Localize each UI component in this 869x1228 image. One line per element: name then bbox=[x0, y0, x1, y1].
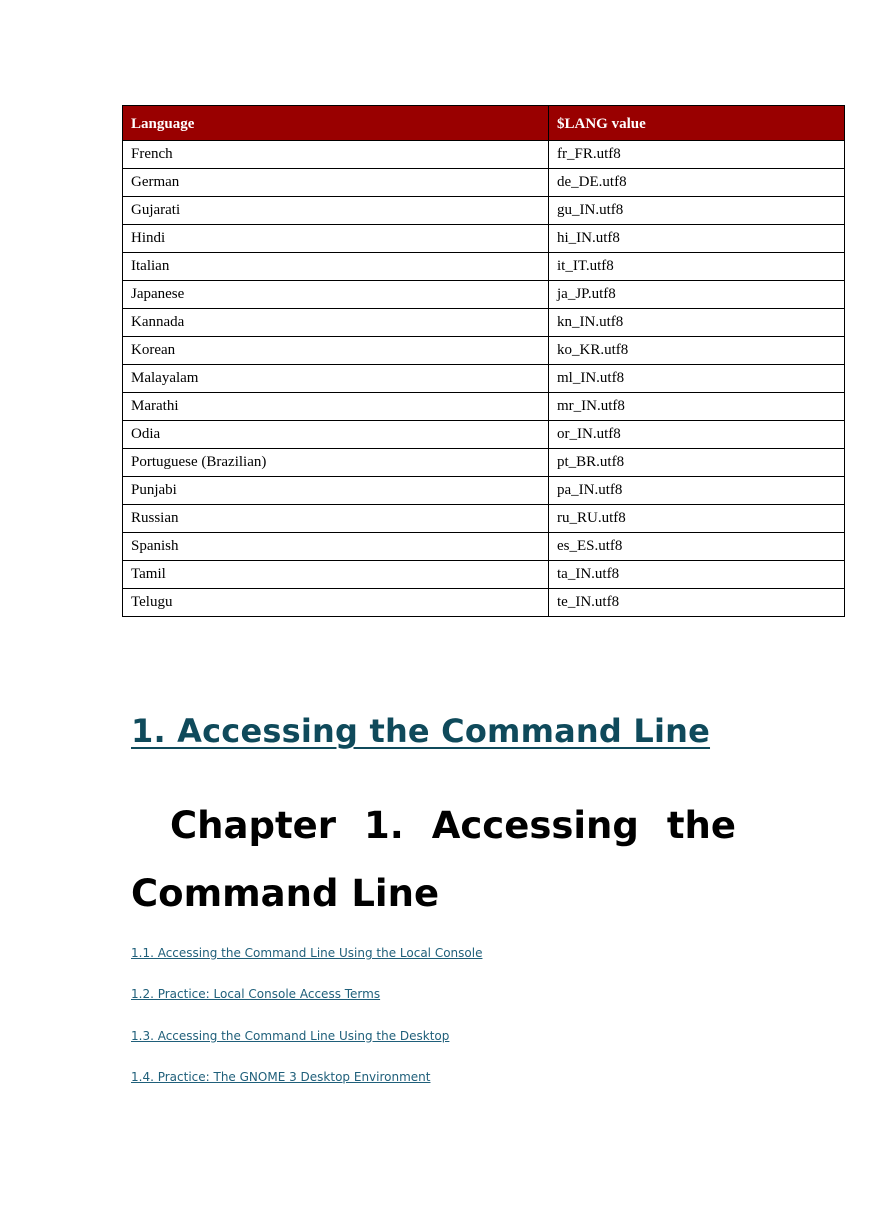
language-cell: Korean bbox=[123, 337, 549, 365]
language-cell: Portuguese (Brazilian) bbox=[123, 449, 549, 477]
lang-value-cell: hi_IN.utf8 bbox=[549, 225, 845, 253]
lang-value-cell: ta_IN.utf8 bbox=[549, 561, 845, 589]
language-cell: Japanese bbox=[123, 281, 549, 309]
lang-value-cell: te_IN.utf8 bbox=[549, 589, 845, 617]
lang-value-cell: ml_IN.utf8 bbox=[549, 365, 845, 393]
table-row bbox=[123, 449, 845, 477]
language-cell: Marathi bbox=[123, 393, 549, 421]
toc-link-1-1[interactable]: 1.1. Accessing the Command Line Using the Local Console bbox=[131, 946, 483, 960]
table-row bbox=[123, 253, 845, 281]
language-cell: French bbox=[123, 141, 549, 169]
table-header-row bbox=[123, 106, 845, 141]
table-row bbox=[123, 561, 845, 589]
language-cell: Punjabi bbox=[123, 477, 549, 505]
table-row bbox=[123, 141, 845, 169]
toc-link-1-4[interactable]: 1.4. Practice: The GNOME 3 Desktop Environment bbox=[131, 1069, 431, 1084]
language-cell: Odia bbox=[123, 421, 549, 449]
lang-value-cell: ko_KR.utf8 bbox=[549, 337, 845, 365]
column-header-lang-value: $LANG value bbox=[549, 106, 845, 141]
language-cell: Hindi bbox=[123, 225, 549, 253]
lang-table bbox=[122, 105, 845, 617]
toc-item bbox=[131, 985, 482, 1026]
lang-value-cell: or_IN.utf8 bbox=[549, 421, 845, 449]
table-row bbox=[123, 477, 845, 505]
language-cell: Malayalam bbox=[123, 365, 549, 393]
table-row bbox=[123, 197, 845, 225]
table-row bbox=[123, 393, 845, 421]
language-cell: Gujarati bbox=[123, 197, 549, 225]
lang-value-cell: kn_IN.utf8 bbox=[549, 309, 845, 337]
table-row bbox=[123, 505, 845, 533]
language-cell: German bbox=[123, 169, 549, 197]
column-header-language: Language bbox=[123, 106, 549, 141]
language-cell: Spanish bbox=[123, 533, 549, 561]
table-row bbox=[123, 365, 845, 393]
table-row bbox=[123, 337, 845, 365]
table-row bbox=[123, 281, 845, 309]
lang-value-cell: pt_BR.utf8 bbox=[549, 449, 845, 477]
table-row bbox=[123, 225, 845, 253]
table-of-contents bbox=[131, 944, 482, 1109]
section-title-link[interactable]: 1. Accessing the Command Line bbox=[131, 712, 711, 750]
lang-value-cell: es_ES.utf8 bbox=[549, 533, 845, 561]
table-row bbox=[123, 309, 845, 337]
toc-item bbox=[131, 944, 482, 985]
lang-value-cell: mr_IN.utf8 bbox=[549, 393, 845, 421]
lang-value-cell: gu_IN.utf8 bbox=[549, 197, 845, 225]
toc-item bbox=[131, 1068, 482, 1109]
table-row bbox=[123, 169, 845, 197]
chapter-title: Chapter 1. Accessing the Command Line bbox=[131, 804, 736, 915]
lang-value-cell: fr_FR.utf8 bbox=[549, 141, 845, 169]
table-row bbox=[123, 589, 845, 617]
language-cell: Italian bbox=[123, 253, 549, 281]
language-cell: Russian bbox=[123, 505, 549, 533]
lang-value-cell: pa_IN.utf8 bbox=[549, 477, 845, 505]
lang-value-cell: ru_RU.utf8 bbox=[549, 505, 845, 533]
toc-item bbox=[131, 1027, 482, 1068]
language-cell: Telugu bbox=[123, 589, 549, 617]
toc-link-1-3[interactable]: 1.3. Accessing the Command Line Using the Desktop bbox=[131, 1028, 450, 1043]
lang-value-cell: de_DE.utf8 bbox=[549, 169, 845, 197]
toc-link-1-2[interactable]: 1.2. Practice: Local Console Access Terms bbox=[131, 987, 381, 1002]
language-cell: Kannada bbox=[123, 309, 549, 337]
table-row bbox=[123, 533, 845, 561]
lang-value-cell: it_IT.utf8 bbox=[549, 253, 845, 281]
lang-value-cell: ja_JP.utf8 bbox=[549, 281, 845, 309]
table-row bbox=[123, 421, 845, 449]
language-cell: Tamil bbox=[123, 561, 549, 589]
